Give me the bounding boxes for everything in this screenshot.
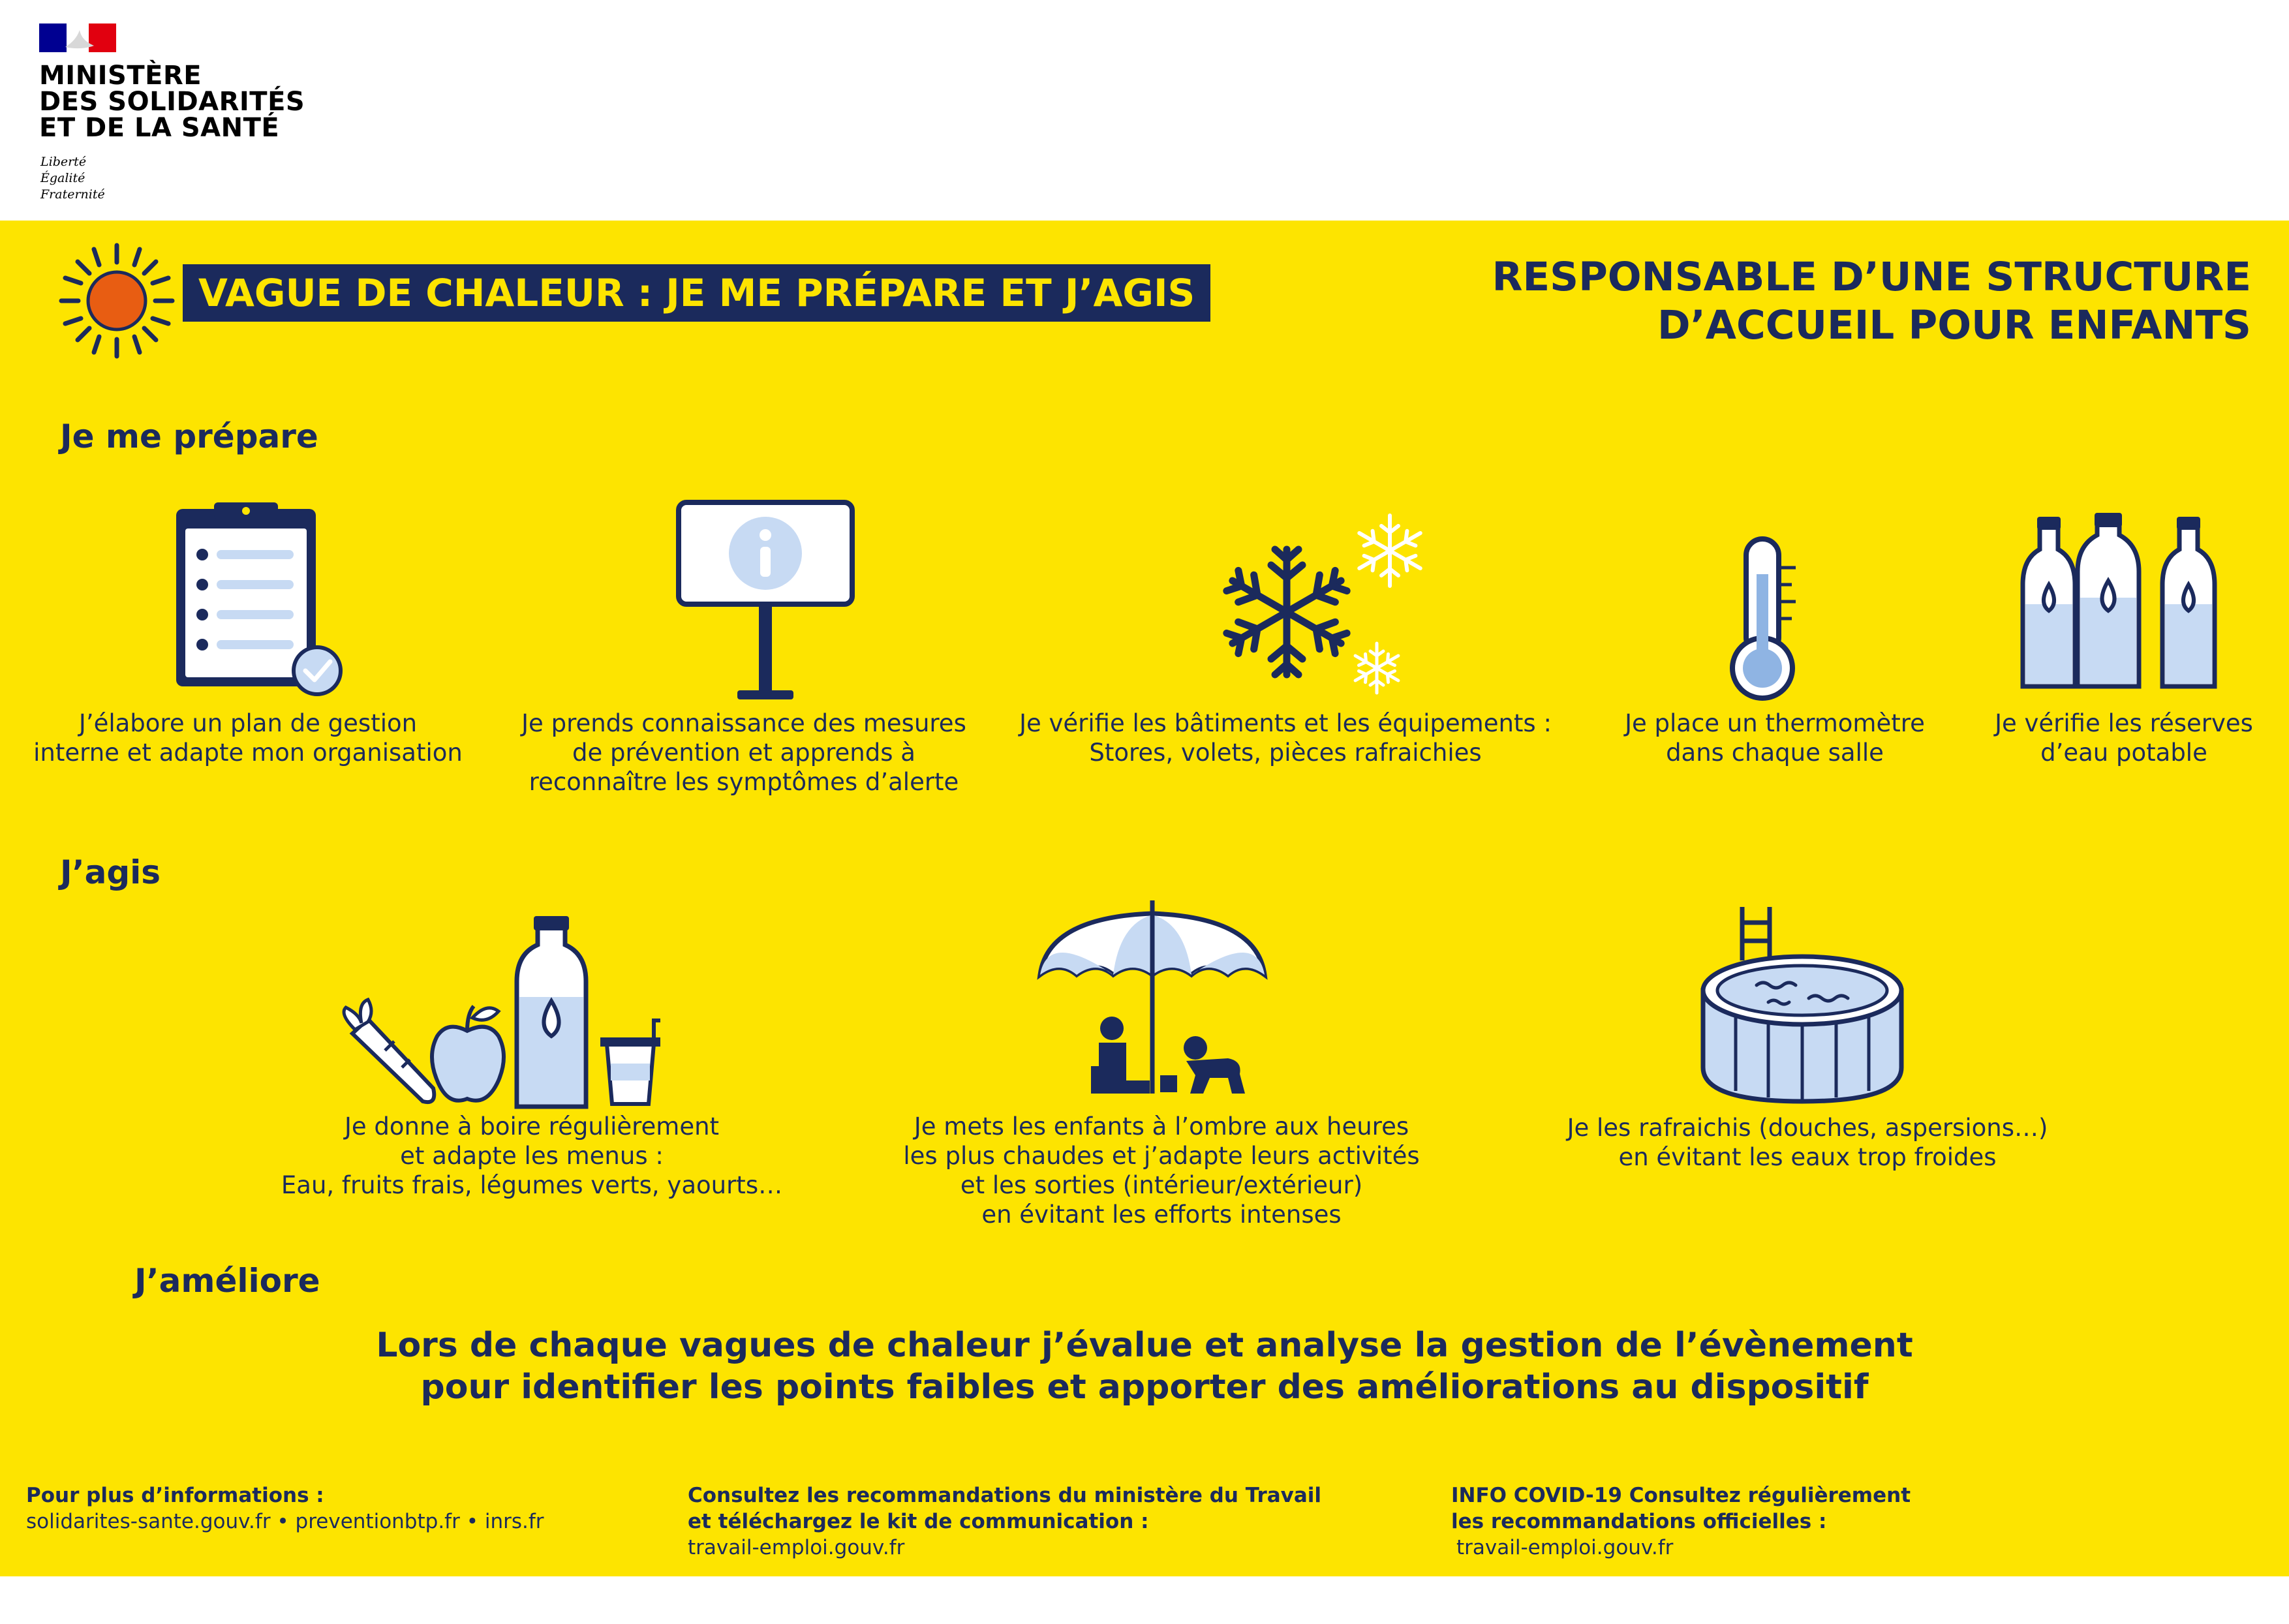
footer-work-ministry: Consultez les recommandations du ministère du Travail et téléchargez le kit de communication : travail-emploi.gouv.fr [688,1482,1340,1561]
title-banner: VAGUE DE CHALEUR : JE ME PRÉPARE ET J’AGIS [183,264,1210,322]
footer-strip [0,1576,2289,1624]
caption-hydration: Je donne à boire régulièrement et adapte les menus : Eau, fruits frais, légumes verts, yaourts… [281,1112,783,1199]
footer-link-covid[interactable]: travail-emploi.gouv.fr [1456,1536,1674,1559]
section-title-improve: J’améliore [134,1262,320,1300]
footer-info: Pour plus d’informations : solidarites-sante.gouv.fr • preventionbtp.fr • inrs.fr [26,1482,639,1535]
caption-shade: Je mets les enfants à l’ombre aux heures les plus chaudes et j’adapte leurs activités et les sorties (intérieur/extérieur) en évitant les efforts intenses [903,1112,1420,1229]
republic-motto: Liberté Égalité Fraternité [40,155,105,202]
header [0,0,2289,221]
caption-thermometer: Je place un thermomètre dans chaque salle [1625,709,1925,767]
snowflakes-icon [1214,506,1436,702]
info-sign-icon [676,500,855,702]
marianne-logo-icon [39,23,116,52]
pool-icon [1697,904,1908,1104]
caption-plan: J’élabore un plan de gestion interne et adapte mon organisation [33,709,463,767]
food-drink-icon [339,916,684,1109]
caption-cooling: Je les rafraichis (douches, aspersions…) en évitant les eaux trop froides [1567,1114,2048,1171]
ministry-name: MINISTÈRE DES SOLIDARITÉS ET DE LA SANTÉ [39,61,305,143]
caption-prevention: Je prends connaissance des mesures de prévention et apprends à reconnaître les symptômes d’alerte [521,709,966,796]
clipboard-checklist-icon [168,502,351,698]
caption-water: Je vérifie les réserves d’eau potable [1995,709,2253,767]
footer-covid: INFO COVID-19 Consultez régulièrement les recommandations officielles : travail-emploi.gouv.fr [1451,1482,2104,1561]
audience-title: RESPONSABLE D’UNE STRUCTURE D’ACCUEIL POUR ENFANTS [1492,254,2251,348]
footer-link-travail[interactable]: travail-emploi.gouv.fr [688,1536,905,1559]
water-bottles-icon [2014,513,2224,693]
thermometer-icon [1723,535,1807,702]
footer-links[interactable]: solidarites-sante.gouv.fr • preventionbtp.fr • inrs.fr [26,1510,544,1533]
parasol-children-icon [1035,898,1270,1100]
caption-buildings: Je vérifie les bâtiments et les équipements : Stores, volets, pièces rafraichies [1019,709,1552,767]
improve-statement: Lors de chaque vagues de chaleur j’évalue et analyse la gestion de l’évènement pour identifier les points faibles et apporter des améliorations au dispositif [376,1326,1913,1407]
sun-icon [56,240,177,361]
section-title-prepare: Je me prépare [60,418,318,455]
section-title-act: J’agis [60,853,161,891]
